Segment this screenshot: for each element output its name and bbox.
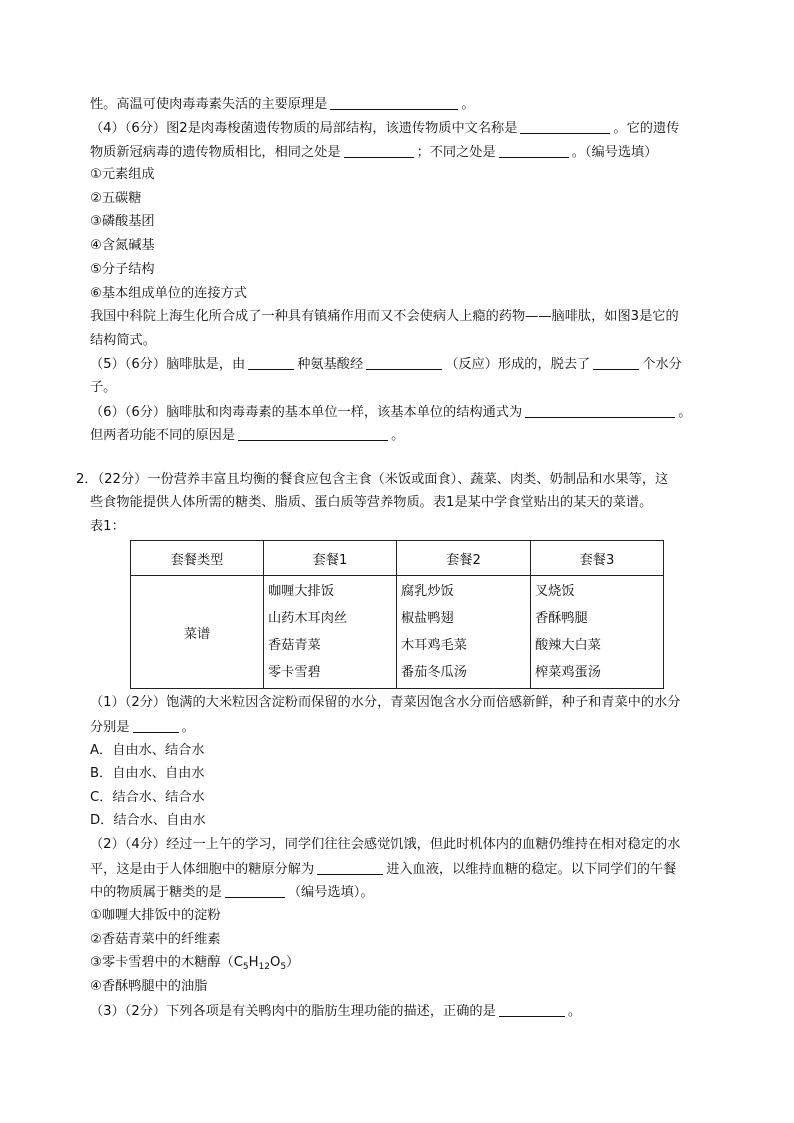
q1-part5-line1: （5）（6分）脑啡肽是，由 种氨基酸经 （反应）形成的，脱去了 个水分 (90, 357, 682, 372)
meal-cell (531, 576, 664, 689)
dish-item: 榨菜鸡蛋汤 (535, 665, 601, 680)
answer-blank[interactable] (499, 143, 569, 158)
answer-blank[interactable] (520, 119, 610, 134)
table-header-cell: 套餐2 (397, 541, 531, 576)
choice-option-b[interactable]: B．自由水、自由水 (90, 766, 205, 781)
answer-blank[interactable] (593, 355, 639, 370)
q2-part2-line2: 平，这是由于人体细胞中的糖原分解为 进入血液，以维持血糖的稳定。以下同学们的午餐 (90, 862, 677, 877)
answer-blank[interactable] (248, 355, 294, 370)
answer-blank[interactable] (344, 143, 414, 158)
dish-item: 酸辣大白菜 (535, 638, 601, 653)
dish-item: 香菇青菜 (268, 638, 321, 653)
q2-option: ①咖喱大排饭中的淀粉 (90, 908, 221, 923)
q2-part2-line3: 中的物质属于糖类的是 （编号选填）。 (90, 885, 374, 900)
choice-option-d[interactable]: D．结合水、自由水 (90, 813, 206, 828)
q2-part2-line1: （2）（4分）经过一上午的学习，同学们往往会感觉饥饿，但此时机体内的血糖仍维持在相对稳定的水 (90, 837, 681, 852)
choice-option-a[interactable]: A．自由水、结合水 (90, 743, 205, 758)
q1-option: ④含氮碱基 (90, 238, 155, 253)
answer-blank[interactable] (225, 883, 285, 898)
q2-part1-line1: （1）（2分）饱满的大米粒因含淀粉而保留的水分，青菜因饱含水分而倍感新鲜，种子和青菜中的水分 (90, 695, 681, 710)
answer-blank[interactable] (525, 403, 675, 418)
table-label: 表1： (90, 519, 125, 534)
q1-intro-line2: 结构简式。 (90, 333, 156, 348)
answer-blank[interactable] (366, 355, 442, 370)
q1-option: ②五碳糖 (90, 191, 142, 206)
answer-blank[interactable] (238, 426, 388, 441)
dish-item: 椒盐鸭翅 (401, 611, 454, 626)
answer-blank[interactable] (133, 718, 179, 733)
q1-option: ①元素组成 (90, 167, 155, 182)
q2-part1-line2: 分别是 。 (90, 720, 195, 735)
meal-cell (397, 576, 531, 689)
q1-part6-line1: （6）（6分）脑啡肽和肉毒毒素的基本单位一样，该基本单位的结构通式为 。 (90, 405, 692, 420)
q2-option: ④香酥鸭腿中的油脂 (90, 979, 208, 994)
table-header-cell: 套餐3 (531, 541, 664, 576)
dish-item: 零卡雪碧 (268, 665, 321, 680)
table-header-row (131, 541, 664, 576)
q1-option: ⑥基本组成单位的连接方式 (90, 286, 247, 301)
answer-blank[interactable] (317, 860, 383, 875)
dish-item: 腐乳炒饭 (401, 584, 454, 599)
q1-option: ③磷酸基团 (90, 214, 155, 229)
meal-cell (264, 576, 397, 689)
q2-stem-line2: 些食物能提供人体所需的糖类、脂质、蛋白质等营养物质。表1是某中学食堂贴出的某天的菜谱。 (90, 495, 653, 510)
row-label-cell: 菜谱 (131, 576, 264, 689)
dish-item: 咖喱大排饭 (268, 584, 334, 599)
dish-item: 山药木耳肉丝 (268, 611, 348, 626)
dish-item: 香酥鸭腿 (535, 611, 588, 626)
table-header-cell: 套餐1 (264, 541, 397, 576)
q1-part4-line2: 物质新冠病毒的遗传物质相比，相同之处是 ；不同之处是 。（编号选填） (90, 145, 658, 160)
answer-blank[interactable] (499, 1002, 565, 1017)
q2-option: ②香菇青菜中的纤维素 (90, 932, 221, 947)
q2-stem-line1: 2．（22分）一份营养丰富且均衡的餐食应包含主食（米饭或面食）、蔬菜、肉类、奶制品和水果等，这 (76, 472, 669, 487)
q1-intro-line1: 我国中科院上海生化所合成了一种具有镇痛作用而又不会使病人上瘾的药物——脑啡肽，如图3是它的 (90, 309, 679, 324)
menu-table (130, 540, 664, 689)
q1-part4-line1: （4）（6分）图2是肉毒梭菌遗传物质的局部结构，该遗传物质中文名称是 。它的遗传 (90, 121, 680, 136)
dish-item: 木耳鸡毛菜 (401, 638, 467, 653)
q1-part5-line2: 子。 (90, 380, 117, 395)
table-header-cell: 套餐类型 (131, 541, 264, 576)
q2-option-formula: ③零卡雪碧中的木糖醇$(C_5H_{12}O_5)$ (90, 955, 300, 972)
q1-part6-line2: 但两者功能不同的原因是 。 (90, 428, 405, 443)
q1-line-heat: 性。高温可使肉毒毒素失活的主要原理是 。 (90, 97, 475, 112)
choice-option-c[interactable]: C．结合水、结合水 (90, 790, 205, 805)
q2-part3-line1: （3）（2分）下列各项是有关鸭肉中的脂肪生理功能的描述，正确的是 。 (90, 1004, 581, 1019)
table-row (131, 576, 664, 689)
q1-option: ⑤分子结构 (90, 262, 155, 277)
dish-item: 叉烧饭 (535, 584, 575, 599)
answer-blank[interactable] (330, 95, 458, 110)
dish-item: 番茄冬瓜汤 (401, 665, 467, 680)
